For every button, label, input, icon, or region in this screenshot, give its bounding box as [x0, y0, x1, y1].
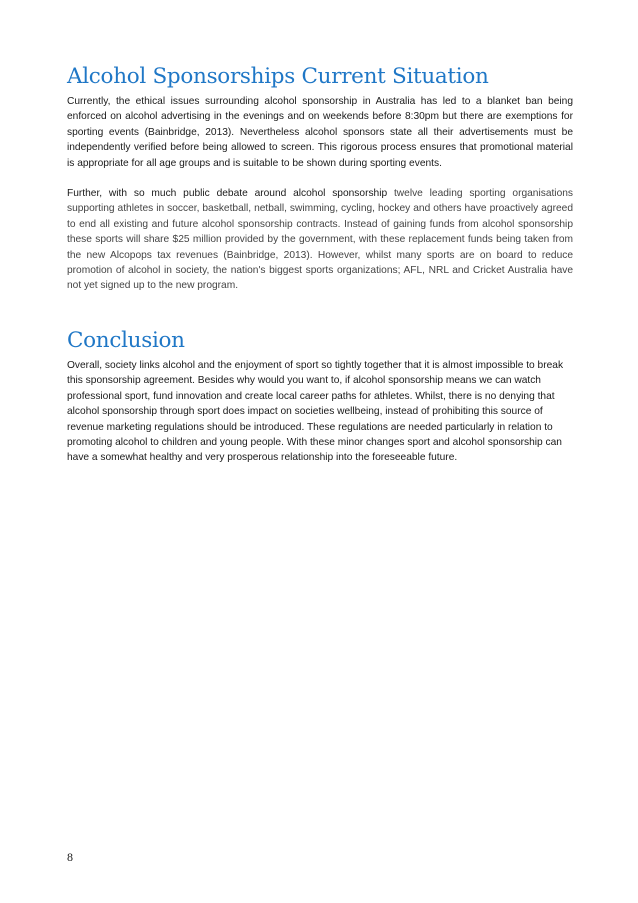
paragraph	[67, 186, 573, 294]
paragraph: Overall, society links alcohol and the enjoyment of sport so tightly together that it is almost impossible to break this sponsorship agreement. Besides why would you want to, if alcohol sponsorship means we can watch professional sport, fund innovation and create local career paths for athletes. Whilst, there is no denying that alcohol sponsorship through sport does impact on societies wellbeing, instead of prohibiting this source of revenue marketing regulations should be introduced. These regulations are needed particularly in relation to promoting alcohol to children and young people. With these minor changes sport and alcohol sponsorship can have a somewhat healthy and very prosperous relationship into the foreseeable future.	[67, 359, 564, 464]
section-heading: Alcohol Sponsorships Current Situation	[67, 64, 489, 89]
paragraph-lead: Further, with so much public debate around alcohol sponsorship	[67, 188, 388, 200]
section-current-situation	[67, 64, 573, 294]
paragraph-body: twelve leading sporting organisations supporting athletes in soccer, basketball, netball, swimming, cycling, hockey and others have proactively agreed to end all existing and future alcohol sponsorship contracts. Instead of gaining funds from alcohol sponsorship these sports will share $25 million provided by the government, with these replacement funds being taken from the new Alcopops tax revenues (Bainbridge, 2013). However, whilst many sports are on board to reduce promotion of alcohol in society, the nation's biggest sports organizations; AFL, NRL and Cricket Australia have not yet signed up to the new program.	[67, 188, 573, 292]
section-heading: Conclusion	[67, 327, 185, 353]
page-content	[67, 64, 573, 466]
paragraph: Currently, the ethical issues surrounding alcohol sponsorship in Australia has led to a blanket ban being enforced on alcohol advertising in the evenings and on weekends before 8:30pm but there are exemptions for sporting events (Bainbridge, 2013). Nevertheless alcohol sponsors state all their advertisements must be independently verified before being allowed to screen. This rigorous process ensures that promotional material is appropriate for all age groups and is suitable to be shown during sporting events.	[67, 96, 573, 169]
section-conclusion	[67, 328, 573, 466]
page-number: 8	[67, 850, 73, 864]
